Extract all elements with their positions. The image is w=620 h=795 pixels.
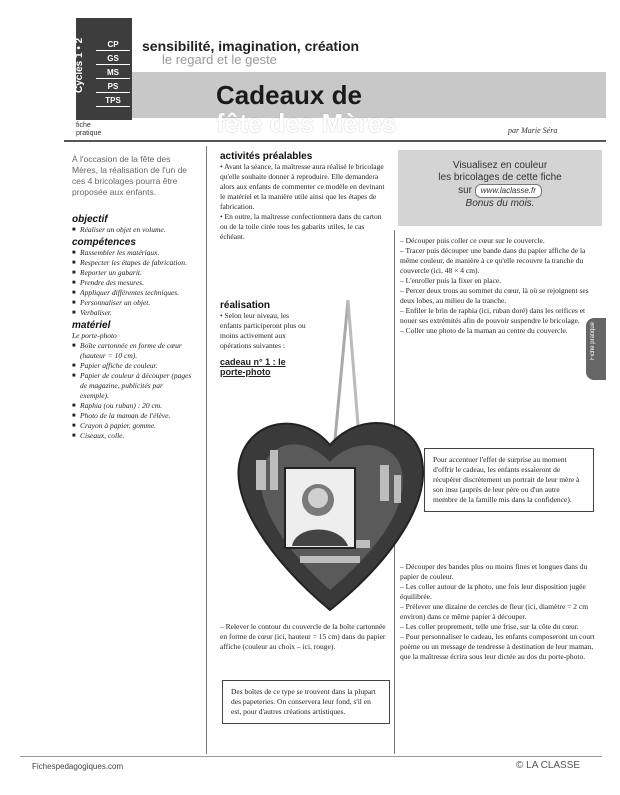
materiel-item: ■ Papier affiche de couleur.	[72, 361, 192, 371]
promo-bonus: Bonus du mois.	[465, 198, 535, 209]
middle-column	[220, 152, 390, 242]
materiel-item: ■ Ciseaux, colle.	[72, 431, 192, 441]
level-ms: MS	[96, 66, 130, 79]
promo-site-link[interactable]: www.laclasse.fr	[475, 184, 542, 198]
level-cp: CP	[96, 38, 130, 51]
competence-item: ■ Reporter un gabarit.	[72, 268, 192, 278]
section-kicker: sensibilité, imagination, création	[142, 38, 360, 54]
level-ps: PS	[96, 80, 130, 93]
side-tab-label: Fiche pratique	[590, 322, 596, 361]
cycle-label: Cycles 1 • 2	[74, 37, 85, 93]
cadeau-title: cadeau n° 1 : le porte-photo	[220, 357, 286, 377]
footer-site[interactable]: Fichespedagogiques.com	[32, 762, 124, 771]
footer-logo: © LA CLASSE	[516, 760, 581, 771]
materiel-item: ■ Crayon à papier, gomme.	[72, 421, 192, 431]
level-tps: TPS	[96, 94, 130, 107]
materiel-item: ■ Papier de couleur à découper (pages de magazine, publicités par exemple).	[72, 371, 192, 401]
competences-title: compétences	[72, 237, 136, 248]
header-rule	[64, 140, 606, 142]
page-title-line1: Cadeaux de	[216, 80, 362, 110]
competence-item: ■ Personnaliser un objet.	[72, 298, 192, 308]
activites-title: activités préalables	[220, 151, 313, 162]
competence-item: ■ Verbaliser.	[72, 308, 192, 318]
promo-line1: Visualisez en couleur	[452, 160, 548, 171]
materiel-item: ■ Boîte cartonnée en forme de cœur (hauteur = 10 cm).	[72, 341, 192, 361]
competence-item: ■ Respecter les étapes de fabrication.	[72, 258, 192, 268]
activites-text-1: • Avant la séance, la maîtresse aura réalisé le bricolage qu'elle souhaite donner à reproduire. Elle demandera alors aux enfants de commenter ce modèle en devinant le matériel et la manière utile ainsi que les étapes de fabrication.	[220, 162, 385, 211]
heart-photo-frame-image	[230, 300, 428, 614]
realisation-title: réalisation	[220, 300, 271, 311]
activites-text-2: • En outre, la maîtresse confectionnera dans du carton ou de la toile cirée tous les gabarits utiles, le cas échéant.	[220, 212, 382, 241]
level-gs: GS	[96, 52, 130, 65]
level-list	[96, 38, 130, 108]
competence-item: ■ Appliquer différentes techniques.	[72, 288, 192, 298]
footer-rule	[20, 756, 602, 757]
right-column-steps-2: – Découper des bandes plus ou moins fines et longues dans du papier de couleur. – Les coller autour de la photo, une fois leur disposition jugée équilibrée. – Prélever une dizaine de cercles de fleur (ici, diamètre = 2 cm environ) dans ce même papier à découper. – Les coller proprement, telle une frise, sur la côte du cœur. – Pour personnaliser le cadeau, les enfants composeront un court poème ou un message de tendresse à destination de leur maman, que la maîtresse écrira sous leur dictée au dos du porte-photo.	[400, 562, 595, 661]
right-column-steps-1: – Découper puis coller ce cœur sur le couvercle. – Tracer puis découper une bande dans du papier affiche de la même couleur, de manière à ce qu'elle recouvre la tranche du couvercle (ici, 48 × 4 cm). – L'enroller puis la fixer en place. – Percer deux trous au sommet du cœur, là où se rejoignent ses deux lobes, au milieu de la tranche. – Enfiler le brin de raphia (ici, ruban doré) dans les orifices et nouer ses extrémités afin de pouvoir suspendre le bricolage. – Coller une photo de la maman au centre du couvercle.	[400, 236, 589, 335]
intro-text: À l'occasion de la fête des Mères, la réalisation de l'un de ces 4 bricolages pourra être proposée aux enfants.	[72, 154, 188, 197]
fiche-line1: fiche	[76, 122, 91, 129]
promo-box	[398, 150, 602, 226]
surprise-box: Pour accentuer l'effet de surprise au moment d'offrir le cadeau, les enfants essaieront de récupérer discrètement un portrait de leur mère à son insu (auprès de leur père ou d'un autre membre de la famille mis dans la confidence).	[424, 448, 594, 512]
objectif-title: objectif	[72, 214, 108, 225]
byline: par Marie Séra	[508, 126, 558, 135]
materiel-title: matériel	[72, 320, 111, 331]
materiel-item: ■ Photo de la maman de l'élève.	[72, 411, 192, 421]
column-divider-left	[206, 146, 207, 754]
note-box: Des boîtes de ce type se trouvent dans la plupart des papeteries. On conservera leur fond, s'il en est, pour d'autres créations artistiques.	[222, 680, 390, 724]
competence-item: ■ Prendre des mesures.	[72, 278, 192, 288]
promo-line2: les bricolages de cette fiche	[438, 172, 562, 183]
promo-prefix: sur	[458, 185, 472, 196]
materiel-item: ■ Raphia (ou ruban) : 20 cm.	[72, 401, 192, 411]
side-tab	[586, 318, 606, 380]
section-subkicker: le regard et le geste	[162, 52, 277, 67]
page-title-line2: fête des Mères	[216, 108, 397, 138]
fiche-line2: pratique	[76, 130, 102, 137]
promo-line3	[398, 184, 602, 198]
objectif-item: ■ Réaliser un objet en volume.	[72, 225, 192, 235]
competence-item: ■ Rassembler les matériaux.	[72, 248, 192, 258]
realisation-text: • Selon leur niveau, les enfants participeront plus ou moins activement aux opérations suivantes :	[220, 311, 306, 350]
fiche-label	[76, 122, 101, 138]
left-column	[72, 154, 192, 441]
after-photo-text: – Relever le contour du couvercle de la boîte cartonnée en forme de cœur (ici, hauteur = 15 cm) dans du papier affiche (couleur au choix – ici, rouge).	[220, 622, 386, 651]
materiel-subtitle: Le porte-photo	[72, 331, 117, 340]
